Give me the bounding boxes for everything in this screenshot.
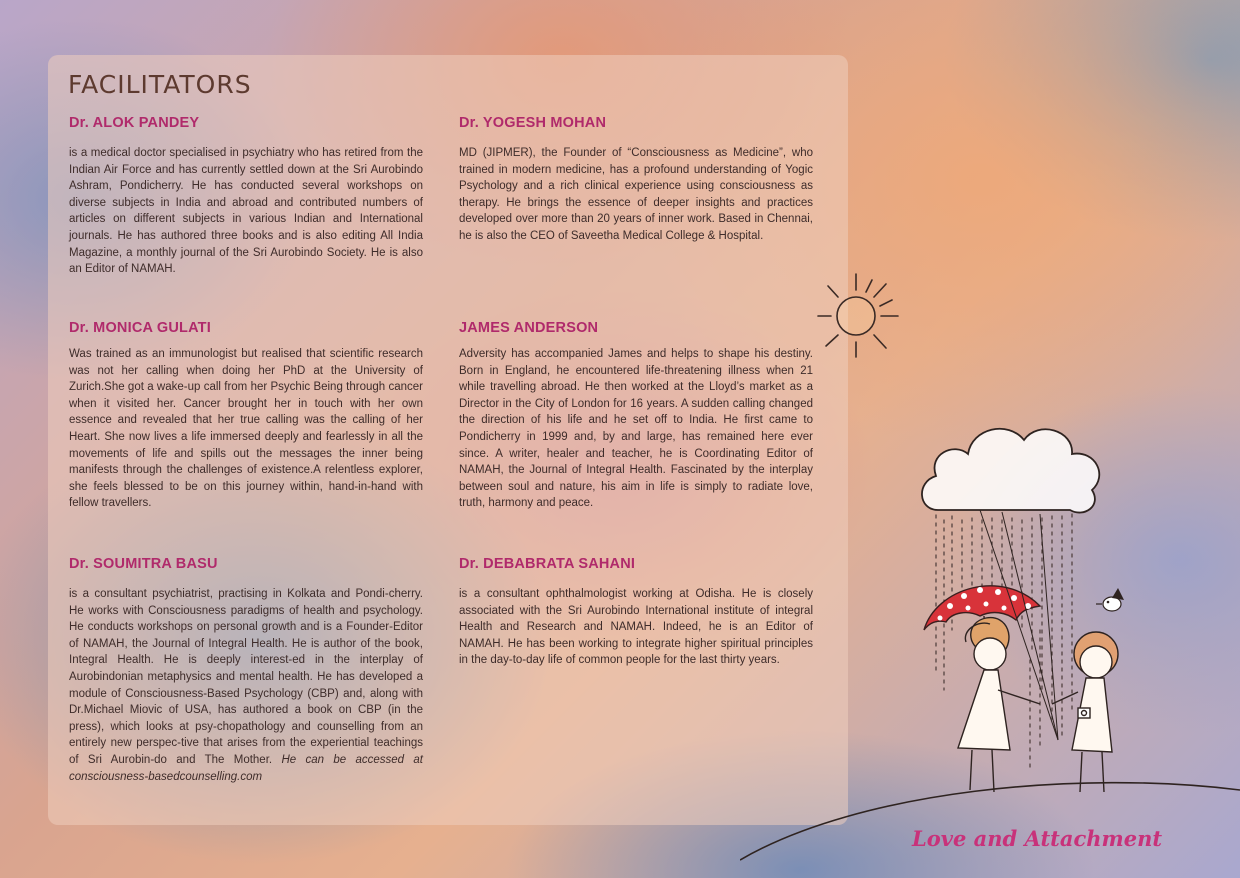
facilitator-name: JAMES ANDERSON [459,320,599,336]
girl-figure [958,618,1040,792]
illustration-caption: Love and Attachment [912,826,1163,851]
facilitator-name: Dr. DEBABRATA SAHANI [459,556,636,572]
cloud-icon [922,429,1099,513]
facilitator-contact: He can be accessed at consciousness-basedcounselling.com [69,753,423,783]
page-title: FACILITATORS [68,70,252,99]
facilitator-bio-text: is a consultant psychiatrist, practising in Kolkata and Pondi-cherry. He works with Consciousness paradigms of health and psychology. He conducts workshops on personal growth and is a Founder-Editor of NAMAH, the Journal of Integral Health. He is author of the book, Integral Health. He is deeply interest-ed in the interplay of Aurobindonian metaphysics and mental health. He has developed a module of Consciousness-Based Psychology (CBP) and, along with Dr.Michael Miovic of USA, has authored a book on CBP (in the press), which looks at psy-chopathology and counselling from an entirely new perspec-tive that arises from the experiential teachings of Sri Aurobin-do and The Mother. [69,588,423,766]
bird-icon [1096,588,1124,611]
facilitator-bio: is a consultant ophthalmologist working at Odisha. He is closely associated with the Sri Aurobindo International institute of integral Health and Research and NAMAH. Indeed, he is an Editor of NAMAH. He has been working to integrate higher spiritual principles in the day-to-day life of common people for the last thirty years. [459,588,813,667]
love-and-attachment-illustration [740,270,1240,870]
facilitator-alok-pandey [69,115,423,278]
facilitator-soumitra-basu [69,556,423,785]
facilitator-name: Dr. YOGESH MOHAN [459,115,607,131]
boy-figure [1052,632,1118,792]
facilitator-yogesh-mohan [459,115,813,245]
facilitator-bio [69,586,423,785]
facilitator-name: Dr. SOUMITRA BASU [69,556,218,572]
facilitator-bio: is a medical doctor specialised in psychiatry who has retired from the Indian Air Force and has currently settled down at the Sri Aurobindo Ashram, Pondicherry. He has conducted several workshops on diverse subjects in India and abroad and contributed numbers of articles on different subjects in various Indian and International journals. He has authored three books and is also editing All India Magazine, a monthly journal of the Sri Aurobindo Society. He is also an Editor of NAMAH. [69,147,423,276]
sun-icon [818,274,898,357]
facilitator-bio: Adversity has accompanied James and helps to shape his destiny. Born in England, he encountered life-threatening illness when 21 while travelling abroad. He then worked at the Lloyd’s market as a Director in the City of London for 16 years. A sudden calling changed the direction of his life and he set off to India. He first came to Pondicherry in 1999 and, by and large, has remained here ever since. A writer, healer and teacher, he is Coordinating Editor of NAMAH, the Journal of Integral Health. Fascinated by the interplay between soul and nature, his aim in life is simply to radiate love, truth, harmony and peace. [459,348,813,510]
facilitator-bio: Was trained as an immunologist but realised that scientific research was not her calling when doing her PhD at the University of Zurich.She got a wake-up call from her Psychic Being through cancer when it visited her. Cancer brought her in touch with her own essence and revealed that her true calling was the calling of her Heart. She now lives a life immersed deeply and fearlessly in all the movements of life and spills out the messages the inner being manifests through the challenges of existence.A relentless explorer, she feels blessed to be on this journey within, hand-in-hand with fellow travellers. [69,348,423,510]
facilitator-bio: MD (JIPMER), the Founder of “Consciousness as Medicine”, who trained in modern medicine, has a profound understanding of Yogic Psychology and a rich clinical experience using consciousness as therapy. He brings the essence of deeper insights and practices developed over more than 20 years of inner work. Based in Chennai, he is also the CEO of Saveetha Medical College & Hospital. [459,147,813,242]
facilitator-monica-gulati [69,320,423,512]
facilitator-name: Dr. ALOK PANDEY [69,115,200,131]
facilitator-name: Dr. MONICA GULATI [69,320,211,336]
